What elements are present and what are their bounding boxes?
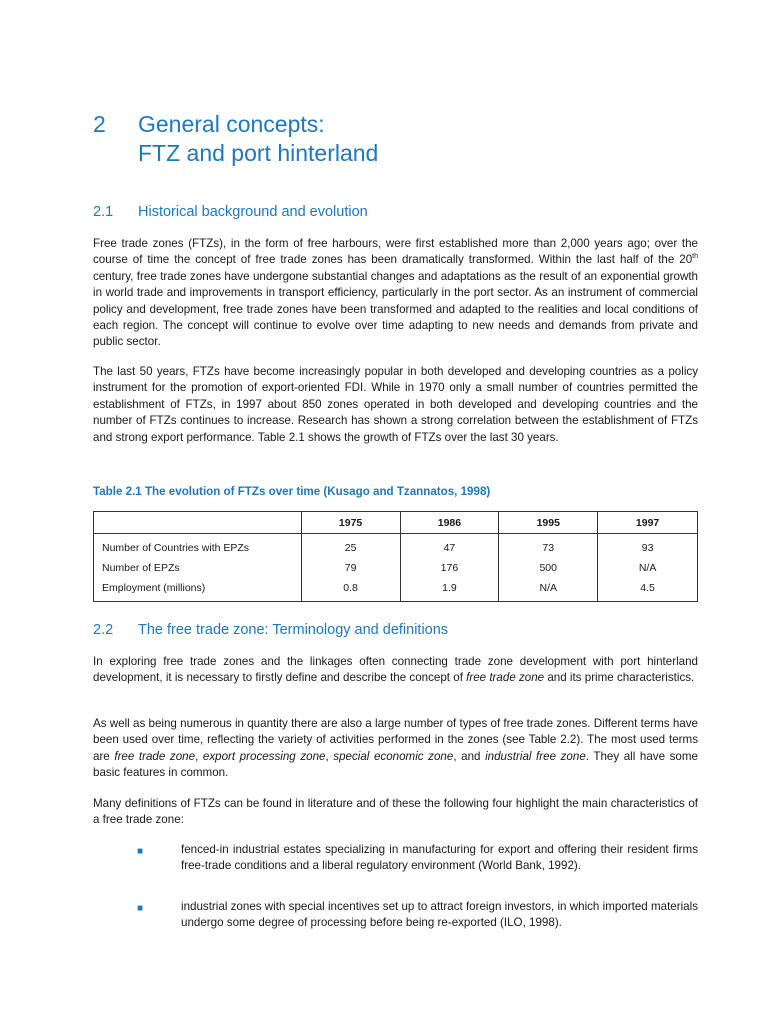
paragraph-definitions: Many definitions of FTZs can be found in literature and of these the following four highlight the main characteristics of a free trade zone: — [93, 797, 698, 827]
separator: , and — [453, 749, 486, 763]
table-cell: 500 — [499, 558, 598, 578]
table-caption: Table 2.1 The evolution of FTZs over time (Kusago and Tzannatos, 1998) — [93, 485, 491, 498]
table-row-label: Number of EPZs — [94, 558, 302, 578]
table-header-row — [94, 512, 698, 534]
table-header-cell: 1986 — [400, 512, 499, 534]
paragraph-text: . They all have some basic features in common. — [93, 749, 698, 780]
section-heading-2-2 — [93, 621, 448, 639]
section-title: The free trade zone: Terminology and definitions — [138, 622, 449, 638]
chapter-number: 2 — [93, 111, 106, 137]
paragraph-text: Free trade zones (FTZs), in the form of free harbours, were first established more than 2,000 years ago; over the course of time the concept of free trade zones has been dramatically transformed. Within the last half of the 20 — [93, 237, 698, 267]
table-row-label: Number of Countries with EPZs — [94, 534, 302, 559]
table-cell: 4.5 — [598, 578, 698, 602]
bullet-text: industrial zones with special incentives set up to attract foreign investors, in which imported materials undergo some degree of processing before being re-exported (ILO, 1998). — [181, 900, 698, 930]
table-cell: 73 — [499, 534, 598, 559]
paragraph-text: As well as being numerous in quantity there are also a large number of types of free trade zones. Different terms have been used over time, reflecting the variety of activities performed in the zones (see Table 2.2). The most used terms are — [93, 717, 698, 763]
italic-term: free trade zone — [466, 671, 545, 685]
table-cell: 25 — [301, 534, 400, 559]
table-header-cell — [94, 512, 302, 534]
ftz-evolution-table — [93, 511, 698, 602]
bullet-text: fenced-in industrial estates specializing in manufacturing for export and offering their resident firms free-trade conditions and a liberal regulatory environment (World Bank, 1992). — [181, 843, 698, 873]
table-row — [94, 578, 698, 602]
section-title: Historical background and evolution — [138, 204, 368, 220]
superscript: th — [692, 253, 698, 261]
table-header-cell: 1975 — [301, 512, 400, 534]
paragraph-text: century, free trade zones have undergone substantial changes and adaptations as the result of an exponential growth in world trade and improvements in transport efficiency, particularly in the port sector. As an instrument of commercial policy and development, free trade zones have been transformed and adapted to the realities and local conditions of each region. The concept will continue to evolve over time adapting to new needs and demands from private and public sector. — [93, 269, 698, 349]
table-row-label: Employment (millions) — [94, 578, 302, 602]
paragraph-growth: The last 50 years, FTZs have become increasingly popular in both developed and developing countries as a policy instrument for the promotion of export-oriented FDI. While in 1970 only a small number of countries permitted the establishment of FTZs, in 1997 about 850 zones operated in both developed and developing countries and the number of FTZs continues to increase. Research has shown a strong correlation between the establishment of FTZs and strong export performance. Table 2.1 shows the growth of FTZs over the last 30 years. — [93, 365, 698, 444]
separator: , — [195, 749, 203, 763]
table-row — [94, 534, 698, 559]
separator: , — [325, 749, 334, 763]
italic-term: industrial free zone — [485, 749, 586, 763]
chapter-title-line1: General concepts: — [138, 111, 325, 137]
table-cell: 0.8 — [301, 578, 400, 602]
paragraph-text: and its prime characteristics. — [544, 671, 695, 685]
section-number: 2.1 — [93, 204, 114, 220]
paragraph-history — [93, 236, 698, 351]
table-cell: 1.9 — [400, 578, 499, 602]
table-cell: 79 — [301, 558, 400, 578]
section-number: 2.2 — [93, 622, 114, 638]
table-row — [94, 558, 698, 578]
table-cell: N/A — [499, 578, 598, 602]
table-cell: 93 — [598, 534, 698, 559]
table-cell: 47 — [400, 534, 499, 559]
paragraph-terminology — [93, 716, 698, 782]
bullet-marker-icon: ■ — [137, 846, 144, 857]
bullet-marker-icon: ■ — [137, 903, 144, 914]
table-cell: N/A — [598, 558, 698, 578]
chapter-title-line2: FTZ and port hinterland — [138, 140, 379, 166]
paragraph-text: In exploring free trade zones and the linkages often connecting trade zone development with port hinterland development, it is necessary to firstly define and describe the concept of — [93, 655, 698, 685]
paragraph-definition-intro — [93, 654, 698, 687]
italic-term: export processing zone — [202, 749, 326, 763]
table-header-cell: 1997 — [598, 512, 698, 534]
section-heading-2-1 — [93, 203, 368, 221]
table-header-cell: 1995 — [499, 512, 598, 534]
italic-term: special economic zone — [333, 749, 454, 763]
italic-term: free trade zone — [114, 749, 196, 763]
table-cell: 176 — [400, 558, 499, 578]
